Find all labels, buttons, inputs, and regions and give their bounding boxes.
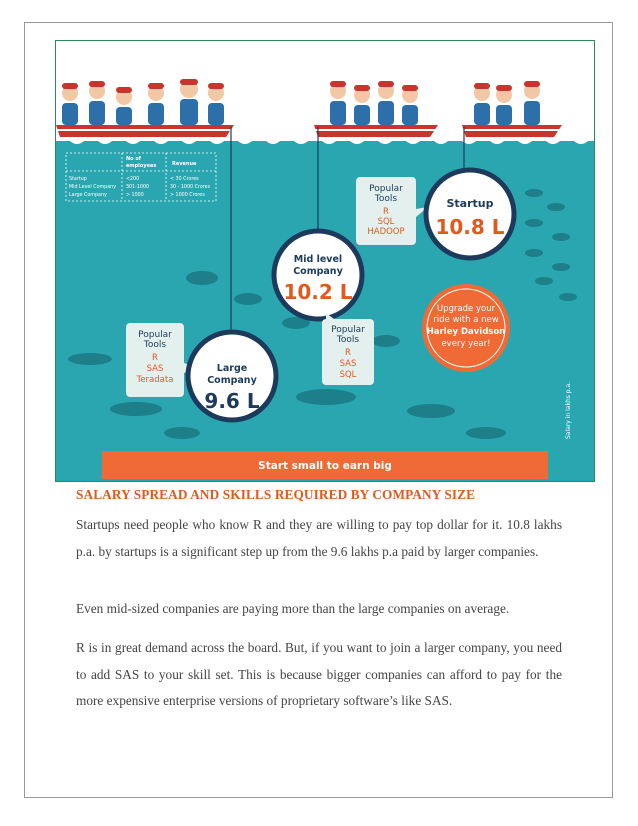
- large-label: Company: [207, 375, 257, 386]
- table-row-revenue: < 30 Crores: [170, 177, 199, 182]
- mid-label: Mid level: [293, 254, 343, 265]
- upgrade-text: every year!: [441, 339, 491, 349]
- startup-label: Startup: [446, 197, 494, 210]
- tools-title: Tools: [374, 194, 398, 204]
- paragraph-mid-sized: Even mid-sized companies are paying more than the large companies on average.: [76, 601, 510, 616]
- banner-text: Start small to earn big: [258, 460, 392, 472]
- startup-boat: [462, 81, 562, 137]
- tool-item: R: [345, 348, 351, 358]
- table-row-label: Startup: [69, 177, 87, 182]
- salary-unit-note: Salary in lakhs p.a.: [565, 381, 572, 439]
- tools-title: Tools: [336, 335, 360, 345]
- tools-title: Popular: [369, 184, 403, 194]
- table-header-employees: employees: [126, 163, 157, 169]
- upgrade-text: Upgrade your: [436, 304, 496, 314]
- tool-item: HADOOP: [367, 227, 405, 237]
- mid-salary: 10.2 L: [283, 280, 353, 304]
- mid-company-salary-badge: [274, 231, 362, 319]
- table-row-revenue: 30 - 1000 Crores: [170, 185, 211, 190]
- mid-label: Company: [293, 266, 343, 277]
- tool-item: R: [152, 353, 158, 363]
- section-heading: SALARY SPREAD AND SKILLS REQUIRED BY COMPANY SIZE: [76, 487, 476, 502]
- large-salary: 9.6 L: [204, 389, 260, 413]
- large-company-boat: [56, 79, 234, 137]
- tools-title: Popular: [331, 325, 365, 335]
- paragraph-r-demand: R is in great demand across the board. But, if you want to join a larger company, you need to add SAS to your skill set. This is because bigger companies can afford to pay for the more expensive enterprise versions of proprietary software’s like SAS.: [76, 640, 562, 708]
- large-company-salary-badge: [188, 332, 276, 420]
- mid-tools-bubble: [322, 313, 374, 385]
- table-row-employees: 301-1000: [126, 185, 150, 190]
- large-label: Large: [216, 363, 248, 374]
- upgrade-text: Harley Davidson: [426, 327, 506, 337]
- startup-salary: 10.8 L: [435, 215, 505, 239]
- table-header-employees: No of: [126, 156, 141, 162]
- tool-item: SAS: [146, 364, 164, 374]
- bottom-banner: [102, 451, 548, 479]
- tool-item: SAS: [339, 359, 357, 369]
- tools-title: Tools: [143, 340, 167, 350]
- table-header-revenue: Revenue: [172, 161, 197, 167]
- tools-title: Popular: [138, 330, 172, 340]
- table-row-revenue: > 1000 Crores: [170, 193, 205, 198]
- table-row-label: Large Company: [69, 193, 107, 198]
- mid-company-boat: [314, 81, 438, 137]
- table-row-employees: > 1000: [126, 193, 144, 198]
- salary-infographic: [55, 40, 595, 482]
- tool-item: R: [383, 207, 389, 217]
- paragraph-startups: Startups need people who know R and they are willing to pay top dollar for it. 10.8 lakhs p.a. by startups is a significant step up from the 9.6 lakhs p.a paid by larger companies.: [76, 517, 562, 559]
- table-row-employees: <200: [126, 177, 140, 182]
- tool-item: SQL: [377, 217, 395, 227]
- upgrade-text: ride with a new: [433, 315, 499, 325]
- table-row-label: Mid Level Company: [69, 185, 117, 190]
- startup-salary-badge: [426, 170, 514, 258]
- tool-item: Teradata: [136, 375, 174, 385]
- upgrade-badge: [422, 284, 510, 372]
- tool-item: SQL: [339, 370, 357, 380]
